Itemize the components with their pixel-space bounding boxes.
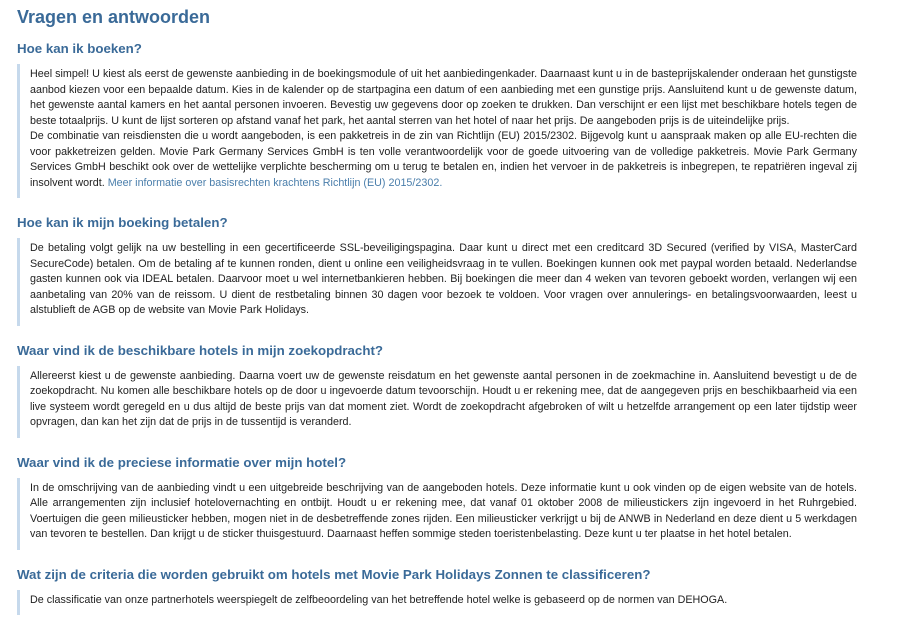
package-travel-rights-link[interactable]: Meer informatie over basisrechten krachtens Richtlijn (EU) 2015/2302. xyxy=(107,176,443,189)
faq-answer xyxy=(17,366,860,438)
faq-section-hotel-info xyxy=(17,454,860,550)
faq-question: Hoe kan ik boeken? xyxy=(17,41,142,56)
faq-question: Wat zijn de criteria die worden gebruikt om hotels met Movie Park Holidays Zonnen te classificeren? xyxy=(17,566,651,582)
answer-paragraph: Allereerst kiest u de gewenste aanbieding. Daarna voert uw de gewenste reisdatum en het gewenste aantal personen in de zoekmachine in. Aansluitend bevestigt u de de zoekopdracht. Nu komen alle beschikbare hotels op de door u ingevoerde datum tevoorschijn. Houdt u er rekening mee, dat de aangegeven prijs en beschikbaarheid via een live systeem wordt geregeld en u dus altijd de beste prijs van dat moment ziet. Wordt de zoekopdracht afgebroken of wilt u hetzelfde arrangement op een later tijdstip weer opvragen, dan kan het zijn dat de prijs in de tussentijd is veranderd. xyxy=(30,369,857,428)
faq-question: Waar vind ik de preciese informatie over mijn hotel? xyxy=(17,454,347,470)
faq-section-classification xyxy=(17,566,860,616)
answer-paragraph: De betaling volgt gelijk na uw bestelling in een gecertificeerde SSL-beveiligingspagina. Daar kunt u direct met een creditcard 3D Secured (verified by VISA, MasterCard SecureCode) betalen. Om de betaling af te kunnen ronden, dient u online een veiligheidsvraag in te vullen. Boekingen kunnen ook met paypal worden betaald. Nederlandse gasten kunnen ook via IDEAL betalen. Daarvoor moet u wel internetbankieren hebben. Bij boekingen die meer dan 4 weken van tevoren geboekt worden, verlangen wij een aanbetaling van 20% van de reissom. U dient de restbetaling binnen 30 dagen voor bezoek te voldoen. Voor vragen over annulerings- en betalingsvoorwaarden, leest u alstublieft de AGB op de website van Movie Park Holidays. xyxy=(30,242,857,316)
answer-paragraph: De classificatie van onze partnerhotels weerspiegelt de zelfbeoordeling van het betreffende hotel welke is gebaseerd op de normen van DEHOGA. xyxy=(30,593,728,606)
faq-section-booking xyxy=(17,40,860,198)
faq-answer xyxy=(17,64,860,198)
page-title: Vragen en antwoorden xyxy=(17,7,211,27)
faq-question: Waar vind ik de beschikbare hotels in mijn zoekopdracht? xyxy=(17,342,383,358)
answer-paragraph: Heel simpel! U kiest als eerst de gewenste aanbieding in de boekingsmodule of uit het aanbiedingenkader. Daarnaast kunt u in de basteprijskalender onderaan het gunstigste aanbod kiezen voor een bepaalde datum. Kies in de kalender op de startpagina een datum of een aanbieding met een gunstige prijs. Aansluitend kunt u de gewenste datum, het gewenste aantal kamers en het aantal personen invoeren. Bevestig uw gegevens door op zoeken te drukken. Dan verschijnt er een lijst met beschikbare hotels tegen de beste totaalprijs. U kunt de lijst sorteren op afstand vanaf het park, het aantal sterren van het hotel of naar het prijs. De aangeboden prijs is de uiteindelijke prijs. xyxy=(30,68,857,127)
faq-section-payment xyxy=(17,214,860,326)
answer-paragraph-with-link xyxy=(30,129,857,191)
faq-page xyxy=(17,0,860,615)
faq-answer xyxy=(17,590,860,616)
faq-section-available-hotels xyxy=(17,342,860,438)
faq-answer xyxy=(17,478,860,550)
faq-answer xyxy=(17,238,860,326)
answer-paragraph-text: De combinatie van reisdiensten die u wordt aangeboden, is een pakketreis in de zin van Richtlijn (EU) 2015/2302. Bijgevolg kunt u aanspraak maken op alle EU-rechten die voor pakketreizen gelden. Movie Park Germany Services GmbH is ten volle verantwoordelijk voor de goede uitvoering van de volledige pakketreis. Movie Park Germany Services GmbH beschikt ook over de wettelijke verplichte bescherming om u terug te betalen en, indien het vervoer in de pakketreis is inbegrepen, te repatriëren ingeval zij insolvent wordt. xyxy=(30,130,857,189)
faq-question: Hoe kan ik mijn boeking betalen? xyxy=(17,215,228,230)
answer-paragraph: In de omschrijving van de aanbieding vindt u een uitgebreide beschrijving van de aangeboden hotels. Deze informatie kunt u ook vinden op de eigen website van de hotels. Alle arrangementen zijn inclusief hotelovernachting en ontbijt. Houdt u er rekening mee, dat vanaf 01 oktober 2008 de milieustickers zijn ingevoerd in het Ruhrgebied. Voertuigen die geen milieusticker hebben, mogen niet in de desbetreffende zones rijden. Een milieusticker verkrijgt u bij de ANWB in Nederland en deze dient u 5 werkdagen van tevoren te bestellen. Dan krijgt u de sticker thuisgestuurd. Daarnaast heffen sommige steden toeristenbelasting. Deze kunt u ter plaatse in het hotel betalen. xyxy=(30,481,857,540)
